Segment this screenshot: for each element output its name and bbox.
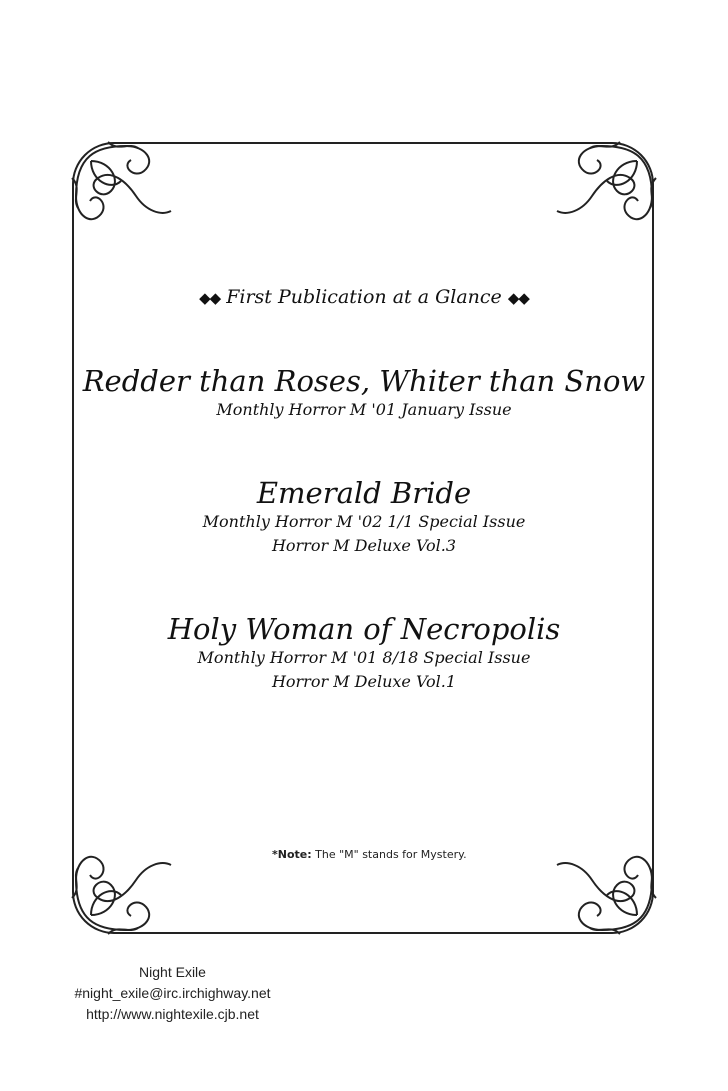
website-url: http://www.nightexile.cjb.net <box>86 1006 259 1022</box>
flourish-corner-icon <box>66 136 176 246</box>
publication-line: Monthly Horror M '01 January Issue <box>216 400 512 419</box>
group-name: Night Exile <box>139 964 206 980</box>
publication-line: Horror M Deluxe Vol.3 <box>271 536 457 555</box>
section-heading <box>0 286 728 308</box>
flourish-corner-icon <box>66 830 176 940</box>
footnote <box>272 848 467 861</box>
note-label: *Note: <box>272 848 312 861</box>
irc-channel: #night_exile@irc.irchighway.net <box>74 985 271 1001</box>
publication-line: Monthly Horror M '01 8/18 Special Issue <box>197 648 531 667</box>
diamonds-right-icon: ◆◆ <box>507 289 529 307</box>
work-title: Emerald Bride <box>256 476 472 510</box>
work-entry <box>0 476 728 558</box>
work-entry <box>0 612 728 694</box>
work-entry <box>0 364 728 422</box>
work-title: Holy Woman of Necropolis <box>167 612 561 646</box>
note-text: The "M" stands for Mystery. <box>311 848 467 861</box>
work-title: Redder than Roses, Whiter than Snow <box>82 364 646 398</box>
flourish-corner-icon <box>552 136 662 246</box>
heading-text: First Publication at a Glance <box>226 286 502 308</box>
diamonds-left-icon: ◆◆ <box>199 289 221 307</box>
publication-line: Horror M Deluxe Vol.1 <box>271 672 457 691</box>
publication-line: Monthly Horror M '02 1/1 Special Issue <box>202 512 526 531</box>
scanlation-credits <box>50 962 295 1025</box>
flourish-corner-icon <box>552 830 662 940</box>
